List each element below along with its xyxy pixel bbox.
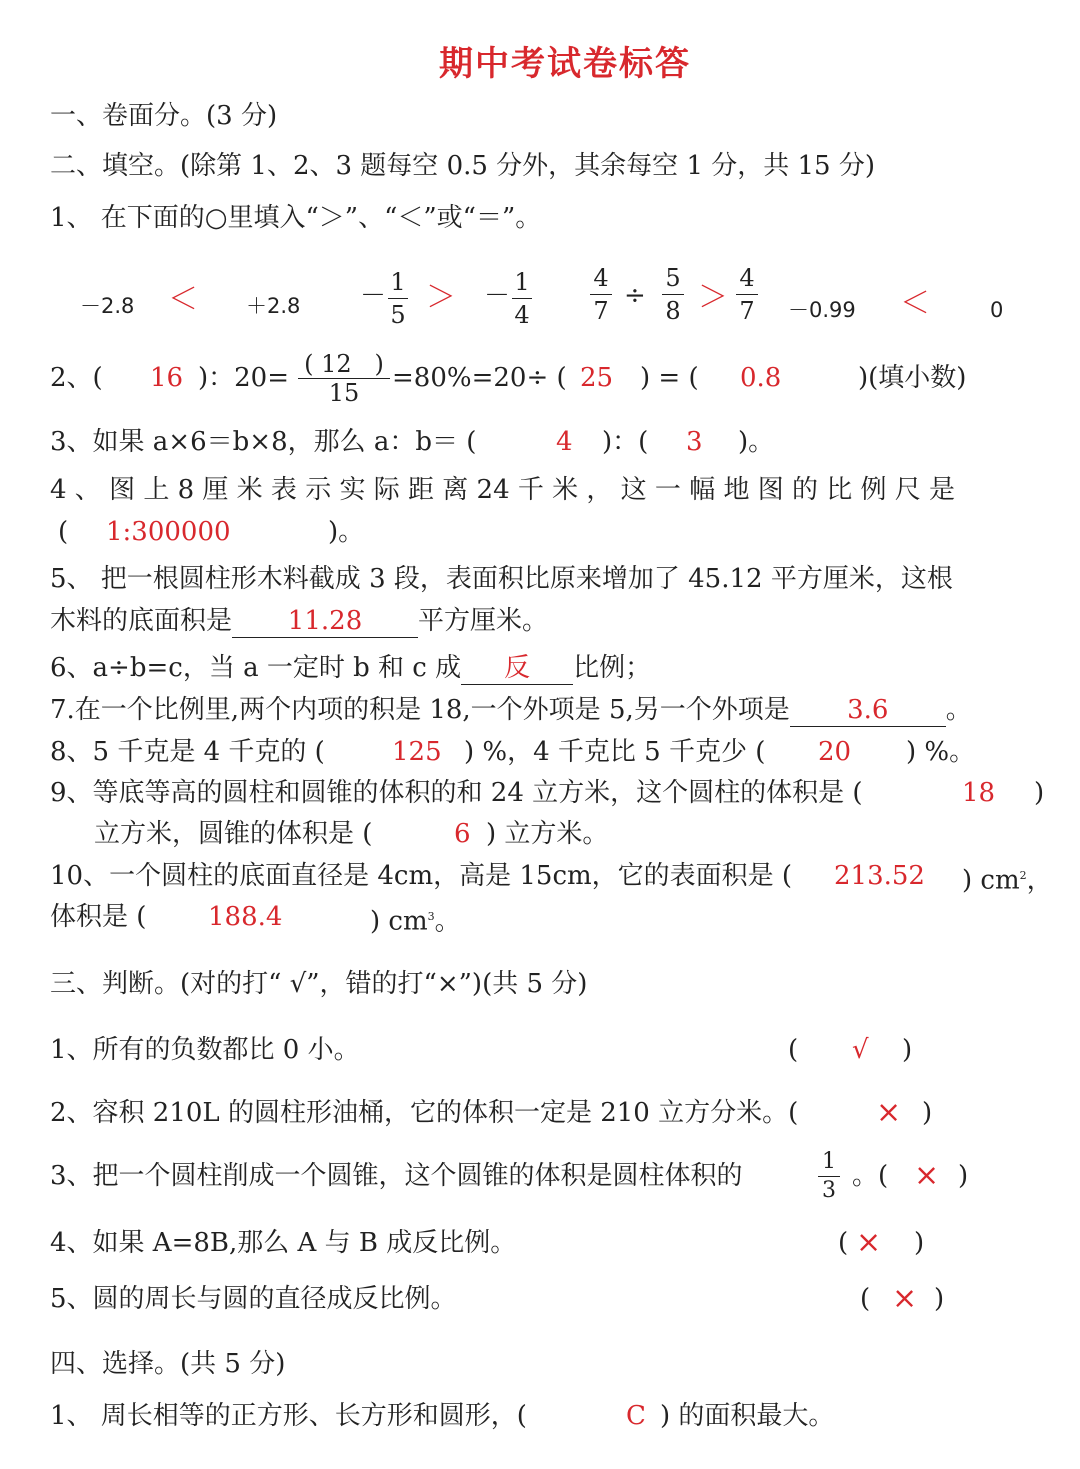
value-neg-2-8: －2.8 — [80, 294, 135, 318]
cross-mark-icon: × — [892, 1281, 918, 1316]
text: ) — [922, 1098, 933, 1128]
answer-sign: ＜ — [900, 286, 930, 321]
text: 5、 把一根圆柱形木料截成 3 段，表面积比原来增加了 45.12 平方厘米，这根 — [50, 564, 953, 594]
value-pos-2-8: ＋2.8 — [246, 294, 301, 318]
numerator: 1 — [514, 268, 530, 296]
text: )：20= — [198, 363, 290, 393]
fraction — [590, 264, 612, 325]
question-1: 1、 在下面的○里填入“＞”、“＜”或“＝”。 — [50, 203, 542, 233]
denominator: 4 — [514, 301, 530, 329]
fraction — [512, 268, 532, 329]
text: 9、等底等高的圆柱和圆锥的体积的和 24 立方米，这个圆柱的体积是 ( — [50, 778, 863, 808]
answer: 3 — [686, 427, 703, 457]
divide-sign: ÷ — [624, 281, 646, 311]
text: ( — [58, 517, 69, 547]
fraction — [818, 1150, 840, 1203]
answer: C — [626, 1401, 646, 1431]
answer: 188.4 — [208, 902, 283, 932]
denominator: 3 — [822, 1178, 836, 1203]
text: 2、容积 210L 的圆柱形油桶，它的体积一定是 210 立方分米。( — [50, 1098, 799, 1128]
denominator: 5 — [390, 301, 406, 329]
minus-sign: － — [484, 281, 511, 311]
text: ) = ( — [640, 363, 699, 393]
text: ( — [838, 1228, 849, 1258]
text: 2、( — [50, 363, 103, 393]
denominator: 7 — [739, 297, 755, 325]
text: 1、 周长相等的正方形、长方形和圆形，( — [50, 1401, 527, 1431]
section-3: 三、判断。(对的打“ √”，错的打“×”)(共 5 分) — [50, 969, 588, 999]
text: ) 立方米。 — [486, 819, 609, 849]
answer: 25 — [580, 363, 614, 393]
text: )：( — [602, 427, 649, 457]
numerator: ( 12 ) — [304, 350, 384, 378]
fraction — [736, 264, 758, 325]
text: ) 的面积最大。 — [660, 1401, 835, 1431]
numerator: 5 — [665, 264, 681, 292]
answer: 1:300000 — [106, 517, 231, 547]
text: 立方米，圆锥的体积是 ( — [94, 819, 373, 849]
text: ) %，4 千克比 5 千克少 ( — [464, 737, 766, 767]
cross-mark-icon: × — [876, 1095, 902, 1130]
text: 5、圆的周长与圆的直径成反比例。 — [50, 1284, 457, 1314]
answer-sign: ＞ — [426, 280, 456, 315]
denominator: 15 — [328, 379, 360, 407]
cross-mark-icon: × — [856, 1225, 882, 1260]
question-6: 6、a÷b=c，当 a 一定时 b 和 c 成 反 比例； — [50, 653, 652, 683]
value-zero: 0 — [990, 298, 1004, 322]
numerator: 4 — [593, 264, 609, 292]
answer: 18 — [962, 778, 996, 808]
text: ) — [1034, 778, 1045, 808]
section-4: 四、选择。(共 5 分) — [50, 1349, 286, 1379]
denominator: 7 — [593, 297, 609, 325]
answer: 反 — [461, 652, 573, 685]
minus-sign: － — [360, 281, 387, 311]
text: 木料的底面积是 11.28 平方厘米。 — [50, 606, 549, 636]
numerator: 4 — [739, 264, 755, 292]
text: ) — [958, 1161, 969, 1191]
answer: 125 — [392, 737, 442, 767]
answer-sign: ＜ — [168, 282, 198, 317]
fraction — [662, 264, 684, 325]
text: ) — [902, 1035, 913, 1065]
section-1: 一、卷面分。(3 分) — [50, 101, 278, 131]
text: 8、5 千克是 4 千克的 ( — [50, 737, 325, 767]
text: 。( — [852, 1161, 889, 1191]
text: )。 — [328, 517, 365, 547]
numerator: 1 — [390, 268, 406, 296]
answer: 11.28 — [232, 605, 418, 638]
answer: 20 — [818, 737, 852, 767]
section-2: 二、填空。(除第 1、2、3 题每空 0.5 分外，其余每空 1 分，共 15 分) — [50, 151, 876, 181]
text: 4、如果 A=8B,那么 A 与 B 成反比例。 — [50, 1228, 517, 1258]
text: ) $cm^2$， — [962, 865, 1053, 896]
answer: 6 — [454, 819, 471, 849]
question-7: 7.在一个比例里,两个内项的积是 18,一个外项是 5,另一个外项是 3.6 。 — [50, 695, 972, 725]
answer: 16 — [150, 363, 184, 393]
text: ) — [914, 1228, 925, 1258]
text: )(填小数) — [858, 363, 967, 393]
text: )。 — [738, 427, 775, 457]
answer: 3.6 — [790, 694, 946, 727]
text: =80%=20÷ ( — [392, 363, 567, 393]
value-neg-0-99: －0.99 — [788, 298, 856, 322]
cross-mark-icon: × — [914, 1158, 940, 1193]
numerator: 1 — [822, 1149, 836, 1174]
text: ) $cm^3$。 — [370, 906, 461, 937]
fraction — [298, 350, 390, 407]
text: 4 、 图 上 8 厘 米 表 示 实 际 距 离 24 千 米 ， 这 一 幅 地 图 的 比 例 尺 是 — [50, 475, 956, 505]
text: 3、如果 a×6＝b×8，那么 a：b＝ ( — [50, 427, 477, 457]
text: 3、把一个圆柱削成一个圆锥，这个圆锥的体积是圆柱体积的 — [50, 1161, 743, 1191]
text: ) — [934, 1284, 945, 1314]
text: ) %。 — [906, 737, 976, 767]
answer: 213.52 — [834, 861, 925, 891]
text: ( — [788, 1035, 799, 1065]
answer-sign: ＞ — [698, 280, 728, 315]
text: 体积是 ( — [50, 902, 147, 932]
denominator: 8 — [665, 297, 681, 325]
answer: 4 — [556, 427, 573, 457]
text: 1、所有的负数都比 0 小。 — [50, 1035, 360, 1065]
text: 10、一个圆柱的底面直径是 4cm，高是 15cm，它的表面积是 ( — [50, 861, 793, 891]
check-mark-icon: √ — [852, 1035, 869, 1065]
answer: 0.8 — [740, 363, 782, 393]
page-title: 期中考试卷标答 — [439, 44, 691, 84]
text: ( — [860, 1284, 871, 1314]
fraction — [388, 268, 408, 329]
